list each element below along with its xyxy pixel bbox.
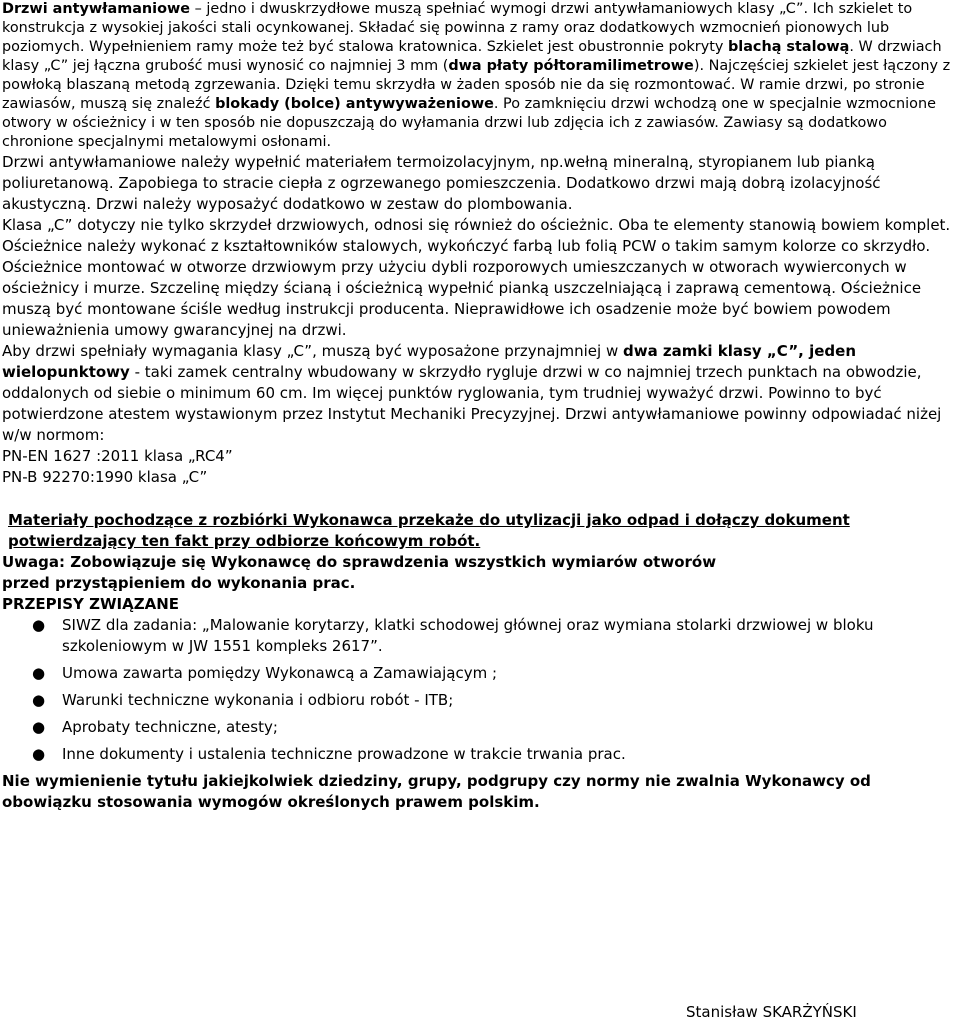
paragraph-locks <box>2 341 958 446</box>
bold-term: blokady (bolce) antywyważeniowe <box>215 96 494 112</box>
list-item <box>2 690 958 711</box>
norm-line: PN-EN 1627 :2011 klasa „RC4” <box>2 447 233 465</box>
text-span: – jedno i dwuskrzydłowe muszą spełniać wymogi drzwi antywłamaniowych klasy „C”. Ich szkielet to konstrukcja z wysokiej jakości stali ocynkowanej. Składać się powinna z ramy oraz dodatkowych wzmocnień pionowych lub poziomych. Wypełnieniem ramy może też być stalowa kratownica. Szkielet jest obustronnie pokryty <box>2 1 913 55</box>
paragraph-frame-class: Klasa „C” dotyczy nie tylko skrzydeł drzwiowych, odnosi się również do ościeżnic. Oba te elementy stanowią bowiem komplet. Ościeżnice należy wykonać z kształtowników stalowych, wykończyć farbą lub folią PCW o takim samym kolorze co skrzydło. <box>2 216 951 255</box>
list-item <box>2 615 958 657</box>
paragraph-door-construction <box>2 0 958 152</box>
bullet-icon: ● <box>32 616 46 634</box>
paragraph-frame-mounting: Ościeżnice montować w otworze drzwiowym przy użyciu dybli rozporowych umieszczanych w otworach wywierconych w ościeżnicy i murze. Szczelinę między ścianą i ościeżnicą wypełnić pianką uszczelniającą i zaprawą cementową. Ościeżnice muszą być montowane ściśle według instrukcji producenta. Nieprawidłowe ich osadzenie może być bowiem powodem unieważnienia umowy gwarancyjnej na drzwi. <box>2 258 922 339</box>
list-item <box>2 744 958 765</box>
norm-line: PN-B 92270:1990 klasa „C” <box>2 468 208 486</box>
final-note: Nie wymienienie tytułu jakiejkolwiek dziedziny, grupy, podgrupy czy normy nie zwalnia Wykonawcy od obowiązku stosowania wymogów określonych prawem polskim. <box>2 772 871 811</box>
list-item-text: Inne dokumenty i ustalenia techniczne prowadzone w trakcie trwania prac. <box>62 745 626 763</box>
text-span: Aby drzwi spełniały wymagania klasy „C”, muszą być wyposażone przynajmniej w <box>2 342 623 360</box>
przepisy-heading: PRZEPISY ZWIĄZANE <box>2 595 180 613</box>
bold-term: Drzwi antywłamaniowe <box>2 1 191 17</box>
bold-term: blachą stalową <box>727 39 850 55</box>
uwaga-line: Uwaga: Zobowiązuje się Wykonawcę do sprawdzenia wszystkich wymiarów otworów <box>2 553 717 571</box>
document-page <box>2 0 958 813</box>
list-item-text: Umowa zawarta pomiędzy Wykonawcą a Zamawiającym ; <box>62 664 497 682</box>
bold-term: dwa zamki klasy „C”, jeden wielopunktowy <box>2 342 857 381</box>
materials-note: Materiały pochodzące z rozbiórki Wykonawca przekaże do utylizacji jako odpad i dołączy dokument potwierdzający ten fakt przy odbiorze końcowym robót. <box>8 511 850 550</box>
text-span: . Po zamknięciu drzwi wchodzą one w specjalnie wzmocnione otwory w ościeżnicy i w ten sposób nie dopuszczają do wyłamania drzwi lub zdjęcia ich z zawiasów. Zawiasy są dodatkowo chronione specjalnymi metalowymi osłonami. <box>2 96 936 150</box>
text-span: . W drzwiach klasy „C” jej łączna grubość musi wynosić co najmniej 3 mm ( <box>2 39 942 74</box>
uwaga-line: przed przystąpieniem do wykonania prac. <box>2 574 356 592</box>
przepisy-list <box>2 615 958 765</box>
paragraph-insulation: Drzwi antywłamaniowe należy wypełnić materiałem termoizolacyjnym, np.wełną mineralną, styropianem lub pianką poliuretanową. Zapobiega to stracie ciepła z ogrzewanego pomieszczenia. Dodatkowo drzwi mają dobrą izolacyjność akustyczną. Drzwi należy wyposażyć dodatkowo w zestaw do plombowania. <box>2 153 881 213</box>
list-item-text: SIWZ dla zadania: „Malowanie korytarzy, klatki schodowej głównej oraz wymiana stolarki drzwiowej w bloku szkoleniowym w JW 1551 kompleks 2617”. <box>62 616 874 655</box>
text-span: ). Najczęściej szkielet jest łączony z powłoką blaszaną metodą zgrzewania. Dzięki temu skrzydła w żaden sposób nie da się rozmontować. W ramie drzwi, po stronie zawiasów, muszą się znaleźć <box>2 58 951 112</box>
bullet-icon: ● <box>32 718 46 736</box>
bold-term: dwa płaty półtoramilimetrowe <box>448 58 694 74</box>
bullet-icon: ● <box>32 664 46 682</box>
bullet-icon: ● <box>32 691 46 709</box>
bullet-icon: ● <box>32 745 46 763</box>
signature: Stanisław SKARŻYŃSKI <box>686 1003 857 1021</box>
list-item-text: Warunki techniczne wykonania i odbioru robót - ITB; <box>62 691 454 709</box>
list-item <box>2 663 958 684</box>
text-span: - taki zamek centralny wbudowany w skrzydło rygluje drzwi w co najmniej trzech punktach na obwodzie, oddalonych od siebie o minimum 60 cm. Im więcej punktów ryglowania, tym trudniej wyważyć drzwi. Powinno to być potwierdzone atestem wystawionym przez Instytut Mechaniki Precyzyjnej. Drzwi antywłamaniowe powinny odpowiadać niżej w/w normom: <box>2 363 942 444</box>
list-item <box>2 717 958 738</box>
list-item-text: Aprobaty techniczne, atesty; <box>62 718 278 736</box>
